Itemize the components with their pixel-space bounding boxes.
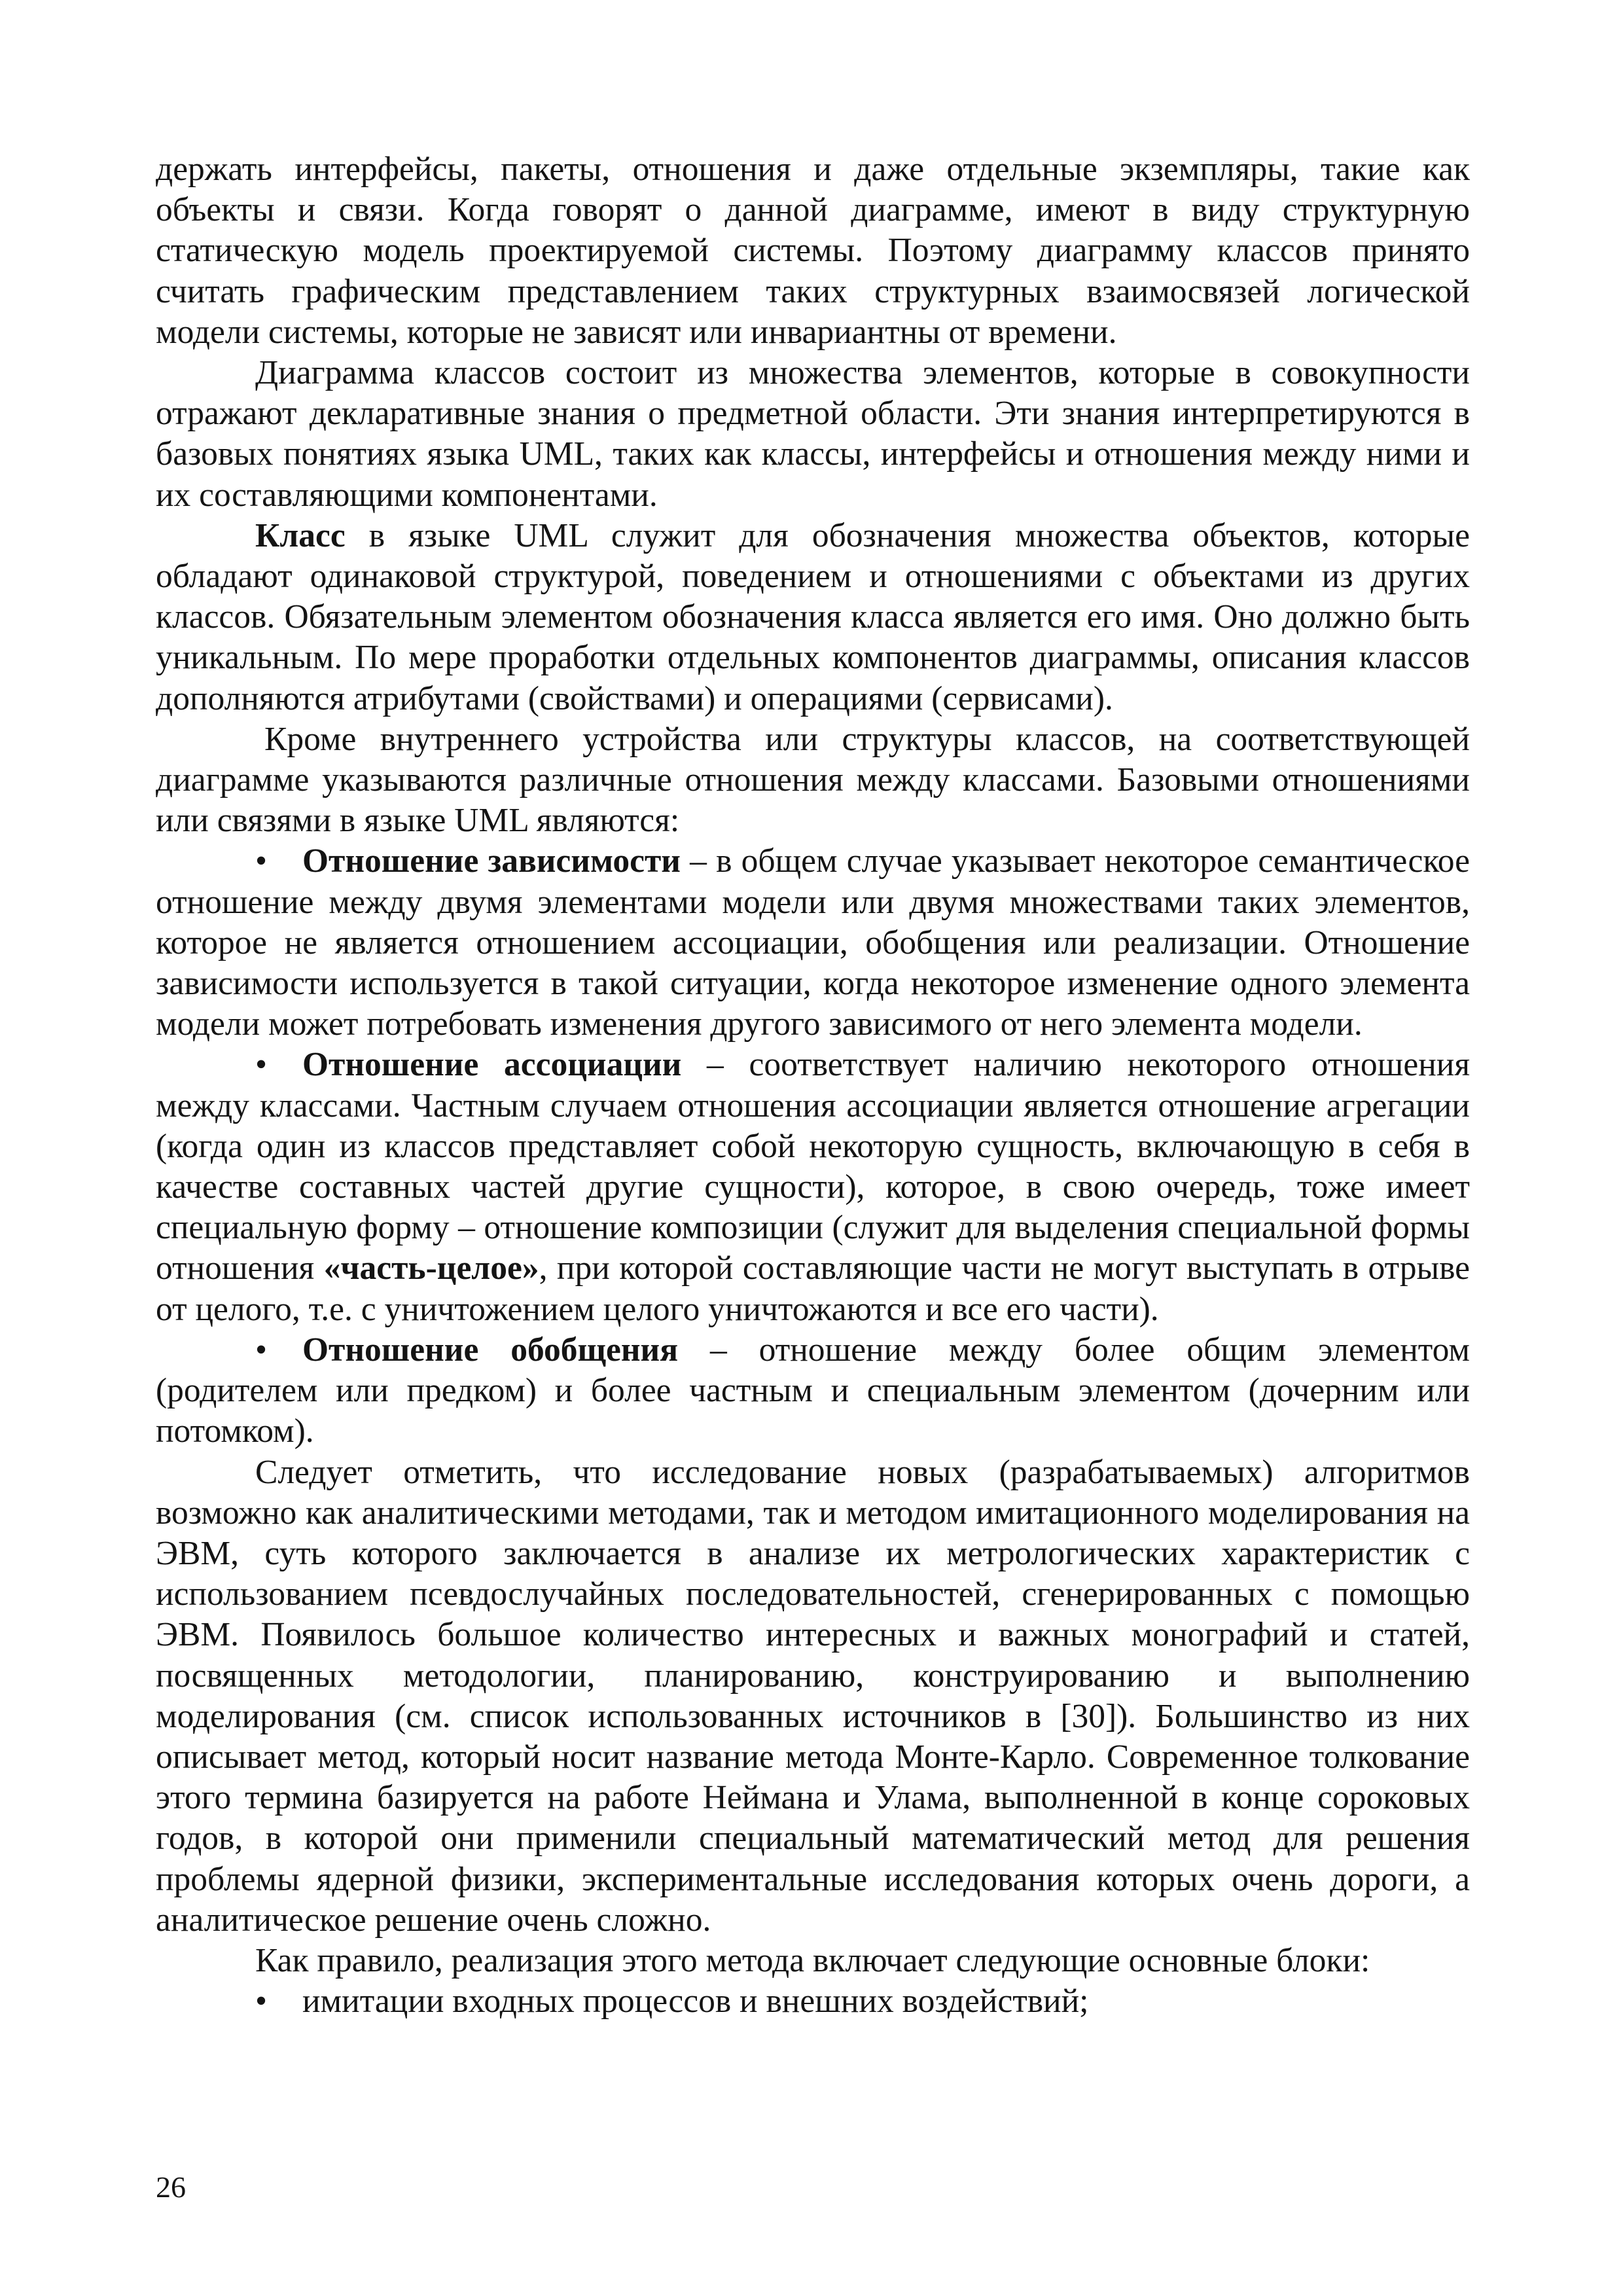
list-item-generalization	[156, 1330, 1470, 1452]
term-generalization: Отношение обобщения	[302, 1331, 679, 1369]
list-item-dependency	[156, 841, 1470, 1045]
paragraph-class-definition-text: в языке UML служит для обозначения множества объектов, которые обладают одинаковой структурой, поведением и отношениями с объектами из других классов. Обязательным элементом обозначения класса является его имя. Оно должно быть уникальным. По мере проработки отдельных компонентов диаграммы, описания классов дополняются атрибутами (свойствами) и операциями (сервисами).	[156, 516, 1470, 717]
list-item-association	[156, 1045, 1470, 1329]
bullet-icon: •	[255, 1331, 268, 1369]
paragraph-class-diagram: Диаграмма классов состоит из множества элементов, которые в совокупности отражают декларативные знания о предметной области. Эти знания интерпретируются в базовых понятиях языка UML, таких как классы, интерфейсы и отношения между ними и их составляющими компонентами.	[156, 354, 1470, 514]
bullet-icon: •	[255, 1046, 268, 1084]
list-item-generalization-text: – отношение между более общим элементом (родителем или предком) и более частным и специальным элементом (дочерним или потомком).	[156, 1331, 1470, 1450]
term-association: Отношение ассоциации	[302, 1046, 682, 1084]
paragraph-continuation: держать интерфейсы, пакеты, отношения и даже отдельные экземпляры, такие как объекты и связи. Когда говорят о данной диаграмме, имеют в виду структурную статическую модель проектируемой системы. Поэтому диаграмму классов принято считать графическим представлением таких структурных взаимосвязей логической модели системы, которые не зависят или инвариантны от времени.	[156, 151, 1470, 351]
term-part-whole: «часть-целое»	[323, 1249, 539, 1287]
term-dependency: Отношение зависимости	[302, 842, 681, 880]
paragraph-method-blocks: Как правило, реализация этого метода включает следующие основные блоки:	[255, 1941, 1370, 1979]
paragraph-monte-carlo: Следует отметить, что исследование новых (разрабатываемых) алгоритмов возможно как аналитическими методами, так и методом имитационного моделирования на ЭВМ, суть которого заключается в анализе их метрологических характеристик с использованием псевдослучайных последовательностей, сгенерированных с помощью ЭВМ. Появилось большое количество интересных и важных монографий и статей, посвященных методологии, планированию, конструированию и выполнению моделирования (см. список использованных источников в [30]). Большинство из них описывает метод, который носит название метода Монте-Карло. Современное толкование этого термина базируется на работе Неймана и Улама, выполненной в конце сороковых годов, в которой они применили специальный математический метод для решения проблемы ядерной физики, экспериментальные исследования которых очень дороги, а аналитическое решение очень сложно.	[156, 1453, 1470, 1939]
bullet-icon: •	[255, 842, 268, 880]
list-item-input-simulation	[156, 1981, 1470, 2022]
page-body	[156, 149, 1470, 2022]
paragraph-class-definition	[156, 516, 1470, 719]
list-item-dependency-text: – в общем случае указывает некоторое семантическое отношение между двумя элементами модели или двумя множествами таких элементов, которое не является отношением ассоциации, обобщения или реализации. Отношение зависимости используется в такой ситуации, когда некоторое изменение одного элемента модели может потребовать изменения другого зависимого от него элемента модели.	[156, 842, 1470, 1043]
list-item-association-text-b: , при которой составляющие части не могут выступать в отрыве от целого, т.е. с уничтожением целого уничтожаются и все его части).	[156, 1249, 1470, 1328]
bullet-icon: •	[255, 1982, 268, 2020]
list-item-input-simulation-text: имитации входных процессов и внешних воздействий;	[302, 1982, 1089, 2020]
term-class: Класс	[255, 516, 346, 554]
page-number: 26	[156, 2170, 186, 2204]
paragraph-relations-intro: Кроме внутреннего устройства или структуры классов, на соответствующей диаграмме указываются различные отношения между классами. Базовыми отношениями или связями в языке UML являются:	[156, 720, 1470, 840]
list-item-association-text-a: – соответствует наличию некоторого отношения между классами. Частным случаем отношения ассоциации является отношение агрегации (когда один из классов представляет собой некоторую сущность, включающую в себя в качестве составных частей другие сущности), которое, в свою очередь, тоже имеет специальную форму – отношение композиции (служит для выделения специальной формы отношения	[156, 1046, 1471, 1287]
